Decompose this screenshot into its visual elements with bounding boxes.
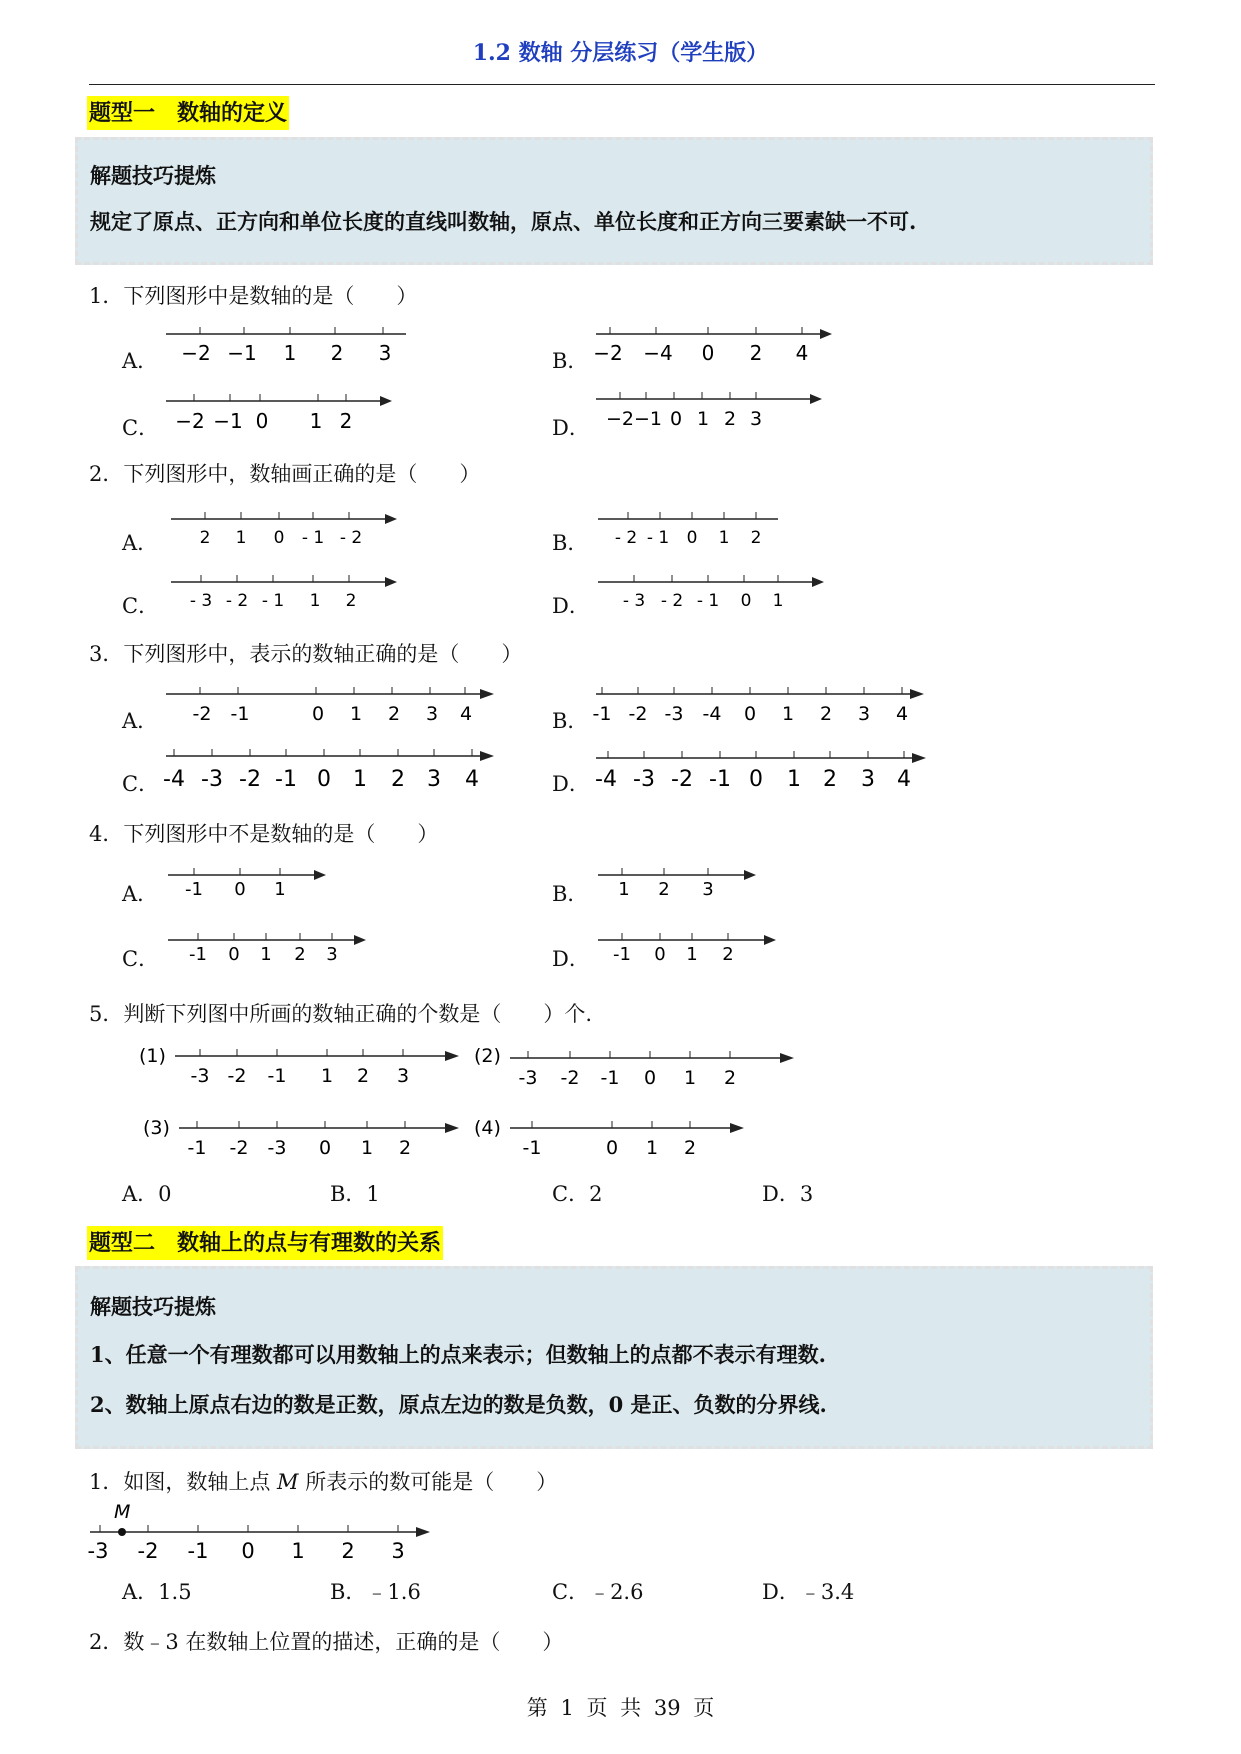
number-line-q1d	[590, 385, 830, 435]
tick-label: −1	[227, 341, 257, 365]
tick-label: 0	[255, 409, 269, 433]
tick-label: 1	[718, 528, 730, 548]
option-label: B．	[552, 349, 589, 373]
question-text: 3．下列图形中，表示的数轴正确的是（ ）	[89, 642, 523, 666]
tick-label: - 3	[622, 591, 646, 611]
tick-label: 2	[683, 1137, 697, 1159]
tick-label: 1	[686, 944, 698, 965]
tick-label: −1	[633, 408, 663, 430]
header-rule	[89, 84, 1155, 85]
tick-label: -1	[600, 1067, 620, 1089]
option-label: A．	[122, 709, 159, 733]
tick-label: 1	[353, 767, 367, 792]
number-line-q3b	[590, 680, 930, 726]
option-label: D．	[552, 594, 590, 618]
tick-label: 1	[645, 1137, 659, 1159]
number-line-q5-3	[135, 1112, 465, 1162]
tick-label: 1	[283, 341, 297, 365]
tick-label: - 3	[189, 591, 213, 611]
tick-label: 1	[349, 703, 363, 725]
tick-label: 4	[465, 767, 479, 792]
tick-label: 3	[857, 703, 871, 725]
point-label-m: M	[114, 1501, 131, 1523]
number-line-q2c	[165, 568, 405, 614]
number-line-q4a	[162, 865, 332, 905]
tick-label: 1	[235, 528, 247, 548]
tick-label: 3	[861, 767, 875, 792]
choice-c: C．2	[552, 1182, 603, 1206]
number-line-q1a	[160, 320, 420, 370]
tick-label: 3	[378, 341, 392, 365]
choice-a: A．0	[122, 1182, 172, 1206]
tick-label: 4	[459, 703, 473, 725]
option-label: C．	[122, 947, 160, 971]
tick-label: 2	[398, 1137, 412, 1159]
tick-label: -3	[190, 1065, 210, 1087]
tick-label: -2	[628, 703, 648, 725]
tick-label: 1	[291, 1539, 305, 1563]
section-heading-1: 题型一 数轴的定义	[87, 96, 289, 130]
tick-label: -1	[522, 1137, 542, 1159]
tick-label: -1	[267, 1065, 287, 1087]
option-label: C．	[122, 416, 160, 440]
question-text: 1．下列图形中是数轴的是（ ）	[89, 284, 418, 308]
tick-label: -2	[229, 1137, 249, 1159]
tick-label: 0	[701, 341, 715, 365]
number-line-q4c	[162, 930, 372, 970]
tick-label: 0	[740, 591, 752, 611]
number-line-q4b	[592, 865, 762, 905]
tick-label: -4	[595, 767, 617, 792]
option-label: A．	[122, 882, 159, 906]
tick-label: -2	[560, 1067, 580, 1089]
tick-label: 3	[425, 703, 439, 725]
choice-d: D．﹣3.4	[762, 1580, 855, 1604]
tick-label: 2	[330, 341, 344, 365]
tick-label: -3	[267, 1137, 287, 1159]
choice-a: A．1.5	[122, 1580, 192, 1604]
tick-label: 1	[787, 767, 801, 792]
tick-label: -1	[185, 879, 203, 900]
tick-label: 3	[702, 879, 714, 900]
tip-box-2	[75, 1266, 1153, 1449]
tick-label: 3	[391, 1539, 405, 1563]
tick-label: 2	[345, 591, 357, 611]
number-line-q2d	[592, 568, 832, 614]
question-text-part: 1．如图，数轴上点	[89, 1470, 278, 1494]
tip-title: 解题技巧提炼	[90, 1294, 216, 1319]
tick-label: 2	[294, 944, 306, 965]
question-text: 5．判断下列图中所画的数轴正确的个数是（ ）个.	[89, 1002, 593, 1026]
tick-label: - 2	[225, 591, 249, 611]
tick-label: -3	[633, 767, 655, 792]
point-m	[118, 1528, 126, 1536]
tick-label: 1	[309, 409, 323, 433]
tick-label: -1	[592, 703, 612, 725]
number-line-q1c	[160, 385, 400, 435]
tick-label: 1	[683, 1067, 697, 1089]
option-label: B．	[552, 882, 589, 906]
question-text: 2．下列图形中，数轴画正确的是（ ）	[89, 462, 481, 486]
choice-b: B．1	[330, 1182, 380, 1206]
tick-label: 2	[750, 528, 762, 548]
number-line-q3a	[160, 680, 500, 726]
figure-label: (1)	[139, 1045, 166, 1067]
tip-box-1	[75, 137, 1153, 265]
tick-label: -1	[187, 1137, 207, 1159]
tick-label: 0	[318, 1137, 332, 1159]
tick-label: - 1	[696, 591, 720, 611]
tick-label: 0	[669, 408, 683, 430]
tick-label: 0	[311, 703, 325, 725]
tick-label: 1	[781, 703, 795, 725]
tick-label: 0	[273, 528, 285, 548]
tick-label: 2	[723, 1067, 737, 1089]
tick-label: −1	[213, 409, 243, 433]
choice-d: D．3	[762, 1182, 814, 1206]
option-label: B．	[552, 709, 589, 733]
tick-label: 3	[396, 1065, 410, 1087]
tick-label: 0	[605, 1137, 619, 1159]
tick-label: -2	[227, 1065, 247, 1087]
tick-label: -1	[230, 703, 250, 725]
tick-label: 0	[228, 944, 240, 965]
tick-label: 4	[795, 341, 809, 365]
number-line-q5-2	[470, 1040, 800, 1090]
tick-label: - 2	[660, 591, 684, 611]
tick-label: -4	[163, 767, 185, 792]
tick-label: -3	[664, 703, 684, 725]
number-line-q3d	[590, 742, 930, 794]
tick-label: 4	[897, 767, 911, 792]
number-line-q3c	[160, 742, 500, 794]
number-line-m	[86, 1500, 436, 1566]
tick-label: −2	[605, 408, 635, 430]
option-label: C．	[122, 772, 160, 796]
tick-label: -1	[613, 944, 631, 965]
option-label: D．	[552, 416, 590, 440]
tick-label: - 1	[646, 528, 670, 548]
tick-label: 2	[387, 703, 401, 725]
tick-label: -3	[518, 1067, 538, 1089]
tick-label: −4	[643, 341, 673, 365]
tick-label: 2	[199, 528, 211, 548]
number-line-q2a	[165, 505, 405, 551]
tick-label: 0	[654, 944, 666, 965]
tick-label: 1	[360, 1137, 374, 1159]
tick-label: −2	[175, 409, 205, 433]
tick-label: 2	[823, 767, 837, 792]
variable-m: M	[277, 1470, 299, 1494]
tick-label: 0	[234, 879, 246, 900]
tip-line: 规定了原点、正方向和单位长度的直线叫数轴，原点、单位长度和正方向三要素缺一不可.	[90, 209, 917, 234]
option-label: C．	[122, 594, 160, 618]
tick-label: -2	[239, 767, 261, 792]
tick-label: - 2	[339, 528, 363, 548]
figure-label: (2)	[474, 1045, 501, 1067]
tick-label: −2	[593, 341, 623, 365]
option-label: D．	[552, 772, 590, 796]
figure-label: (3)	[143, 1117, 170, 1139]
number-line-q5-1	[135, 1040, 465, 1090]
tick-label: -1	[187, 1539, 209, 1563]
tick-label: - 1	[261, 591, 285, 611]
tick-label: 0	[749, 767, 763, 792]
number-line-q2b	[592, 505, 802, 551]
tick-label: 4	[895, 703, 909, 725]
tick-label: -2	[192, 703, 212, 725]
tip-title: 解题技巧提炼	[90, 163, 216, 188]
choice-c: C．﹣2.6	[552, 1580, 644, 1604]
tick-label: 0	[241, 1539, 255, 1563]
question-text: 4．下列图形中不是数轴的是（ ）	[89, 822, 439, 846]
tick-label: 2	[749, 341, 763, 365]
tick-label: 1	[320, 1065, 334, 1087]
tick-label: 2	[339, 409, 353, 433]
tick-label: -1	[709, 767, 731, 792]
tick-label: 3	[749, 408, 763, 430]
tick-label: -1	[275, 767, 297, 792]
tick-label: 0	[686, 528, 698, 548]
tick-label: -2	[137, 1539, 159, 1563]
choice-b: B．﹣1.6	[330, 1580, 421, 1604]
tick-label: -2	[671, 767, 693, 792]
tick-label: 0	[643, 1067, 657, 1089]
question-text: 2．数﹣3 在数轴上位置的描述，正确的是（ ）	[89, 1630, 564, 1654]
option-label: D．	[552, 947, 590, 971]
tick-label: - 1	[301, 528, 325, 548]
page-title: 1.2 数轴 分层练习（学生版）	[472, 40, 769, 66]
tick-label: 2	[356, 1065, 370, 1087]
tick-label: -3	[201, 767, 223, 792]
number-line-q1b	[590, 320, 840, 370]
tip-line: 2、数轴上原点右边的数是正数，原点左边的数是负数，0 是正、负数的分界线.	[90, 1392, 827, 1417]
tick-label: 1	[618, 879, 630, 900]
tick-label: 1	[309, 591, 321, 611]
tick-label: 3	[326, 944, 338, 965]
tick-label: 1	[696, 408, 710, 430]
tick-label: 2	[722, 944, 734, 965]
question-text-part: 所表示的数可能是（ ）	[298, 1470, 558, 1494]
tip-line: 1、任意一个有理数都可以用数轴上的点来表示；但数轴上的点都不表示有理数.	[90, 1342, 826, 1367]
number-line-q5-4	[470, 1112, 750, 1162]
tick-label: 0	[317, 767, 331, 792]
tick-label: 1	[772, 591, 784, 611]
page-footer: 第 1 页 共 39 页	[526, 1696, 715, 1720]
tick-label: 2	[658, 879, 670, 900]
tick-label: −2	[181, 341, 211, 365]
tick-label: 3	[427, 767, 441, 792]
number-line-q4d	[592, 930, 782, 970]
tick-label: 2	[341, 1539, 355, 1563]
question-text	[89, 1466, 557, 1496]
option-label: A．	[122, 349, 159, 373]
tick-label: 1	[274, 879, 286, 900]
tick-label: 0	[743, 703, 757, 725]
tick-label: 1	[260, 944, 272, 965]
tick-label: 2	[391, 767, 405, 792]
figure-label: (4)	[474, 1117, 501, 1139]
tick-label: 2	[723, 408, 737, 430]
tick-label: - 2	[614, 528, 638, 548]
option-label: B．	[552, 531, 589, 555]
tick-label: -1	[189, 944, 207, 965]
section-heading-2: 题型二 数轴上的点与有理数的关系	[87, 1226, 443, 1260]
tick-label: -3	[87, 1539, 109, 1563]
option-label: A．	[122, 531, 159, 555]
tick-label: -4	[702, 703, 722, 725]
tick-label: 2	[819, 703, 833, 725]
